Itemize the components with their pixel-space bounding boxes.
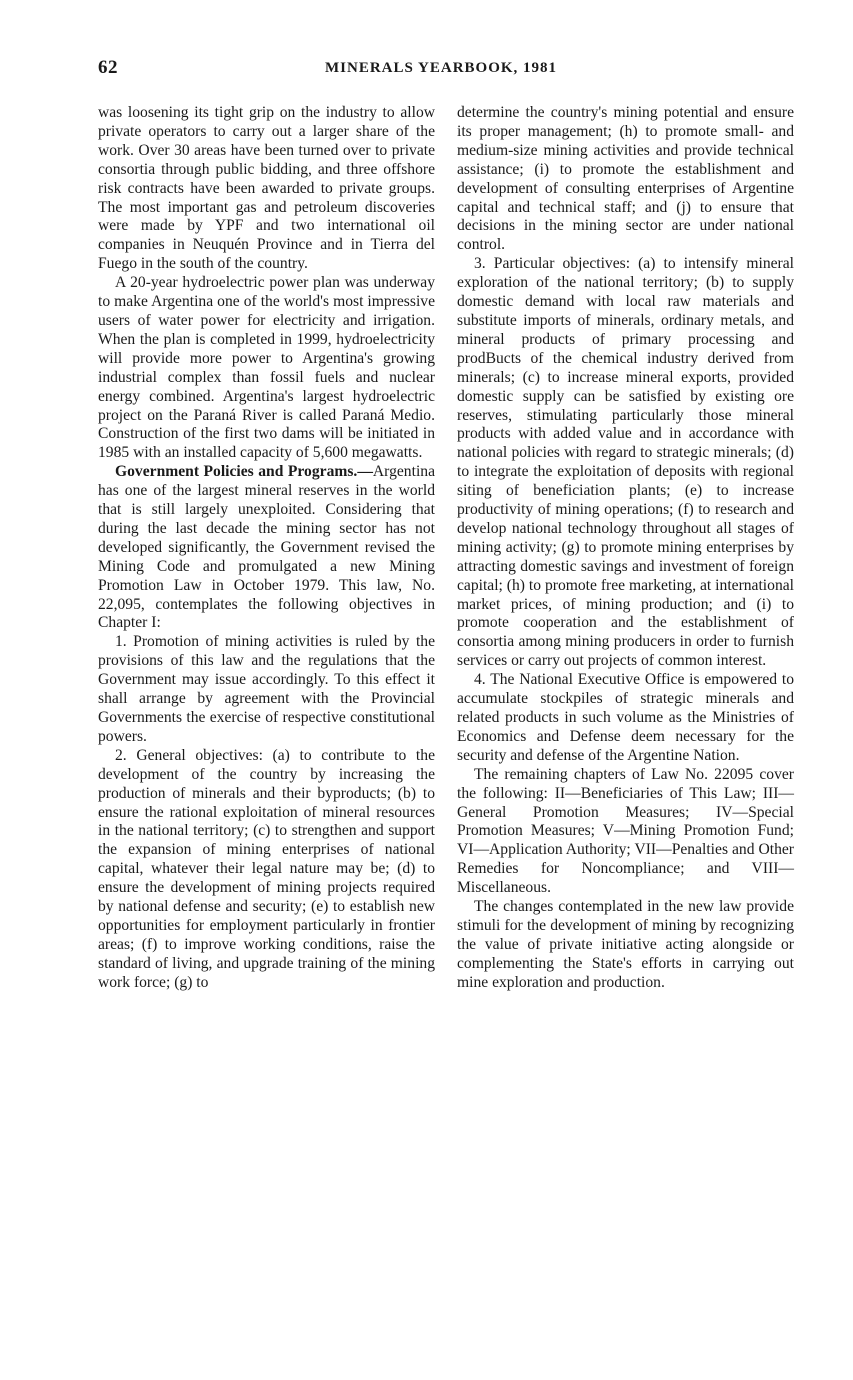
section-heading-government-policies: Government Policies and Programs.— bbox=[115, 463, 373, 481]
right-column bbox=[457, 104, 794, 993]
running-head: MINERALS YEARBOOK, 1981 bbox=[325, 60, 558, 76]
paragraph-government-policies bbox=[98, 463, 435, 633]
paragraph-government-policies-body: Argentina has one of the largest mineral reserves in the world that is still largely unexploited. Considering that during the last decade the mining sector has not developed significantly, the Government revised the Mining Code and promulgated a new Mining Promotion Law in October 1979. This law, No. 22,095, contemplates the following objectives in Chapter I: bbox=[98, 463, 435, 632]
page-number: 62 bbox=[98, 57, 118, 78]
paragraph-objective-2: 2. General objectives: (a) to contribute to the development of the country by increasing the production of minerals and their byproducts; (b) to ensure the rational exploitation of mineral resources in the national territory; (c) to strengthen and support the expansion of mining enterprises of national capital, whatever their legal nature may be; (d) to ensure the development of mining projects required by national defense and security; (e) to establish new opportunities for employment particularly in frontier areas; (f) to improve working conditions, raise the standard of living, and upgrade training of the mining work force; (g) to bbox=[98, 746, 435, 991]
paragraph-objective-4: 4. The National Executive Office is empowered to accumulate stockpiles of strategic minerals and related products in such volume as the Ministries of Economics and Defense deem necessary for the security and defense of the Argentine Nation. bbox=[457, 671, 794, 764]
paragraph-changes-contemplated: The changes contemplated in the new law provide stimuli for the development of mining by recognizing the value of private initiative acting alongside or complementing the State's efforts in carrying out mine exploration and production. bbox=[457, 898, 794, 991]
paragraph-objective-2-continued: determine the country's mining potential and ensure its proper management; (h) to promote small- and medium-size mining activities and provide technical assistance; (i) to promote the establishment and development of consulting enterprises of Argentine capital and technical staff; and (j) to ensure that decisions in the mining sector are under national control. bbox=[457, 104, 794, 254]
paragraph-remaining-chapters: The remaining chapters of Law No. 22095 cover the following: II—Beneficiaries of This Law; III—General Promotion Measures; IV—Special Promotion Measures; V—Mining Promotion Fund; VI—Application Authority; VII—Penalties and Other Remedies for Noncompliance; and VIII—Miscellaneous. bbox=[457, 765, 794, 897]
left-column bbox=[98, 104, 435, 993]
paragraph-industry-loosening: was loosening its tight grip on the industry to allow private operators to carry out a larger share of the work. Over 30 areas have been turned over to private consortia through public bidding, and three offshore risk contracts have been awarded to private groups. The most important gas and petroleum discoveries were made by YPF and two international oil companies in Neuquén Province and in Tierra del Fuego in the south of the country. bbox=[98, 104, 435, 273]
paragraph-hydroelectric-plan: A 20-year hydroelectric power plan was underway to make Argentina one of the world's most impressive users of water power for electricity and irrigation. When the plan is completed in 1999, hydroelectricity will provide more power to Argentina's growing industrial complex than fossil fuels and nuclear energy combined. Argentina's largest hydroelectric project on the Paraná River is called Paraná Medio. Construction of the first two dams will be initiated in 1985 with an installed capacity of 5,600 megawatts. bbox=[98, 274, 435, 462]
paragraph-objective-1: 1. Promotion of mining activities is ruled by the provisions of this law and the regulations that the Government may issue accordingly. To this effect it shall arrange by agreement with the Provincial Governments the exercise of respective constitutional powers. bbox=[98, 633, 435, 745]
paragraph-objective-3: 3. Particular objectives: (a) to intensify mineral exploration of the national territory; (b) to supply domestic demand with local raw materials and substitute imports of minerals, ordinary metals, and mineral products of primary processing and prodBucts of the chemical industry derived from minerals; (c) to increase mineral exports, provided domestic supply can be satisfied by existing ore reserves, stimulating particularly those mineral products with added value and in accordance with national policies with regard to strategic minerals; (d) to integrate the exploitation of deposits with regional siting of beneficiation plants; (e) to increase productivity of mining operations; (f) to research and develop national technology throughout all stages of mining activity; (g) to promote mining enterprises by attracting domestic savings and investment of foreign capital; (h) to promote free marketing, at international market prices, of mining production; and (i) to promote cooperation and the establishment of consortia among mining producers in order to furnish services or carry out projects of common interest. bbox=[457, 255, 794, 670]
